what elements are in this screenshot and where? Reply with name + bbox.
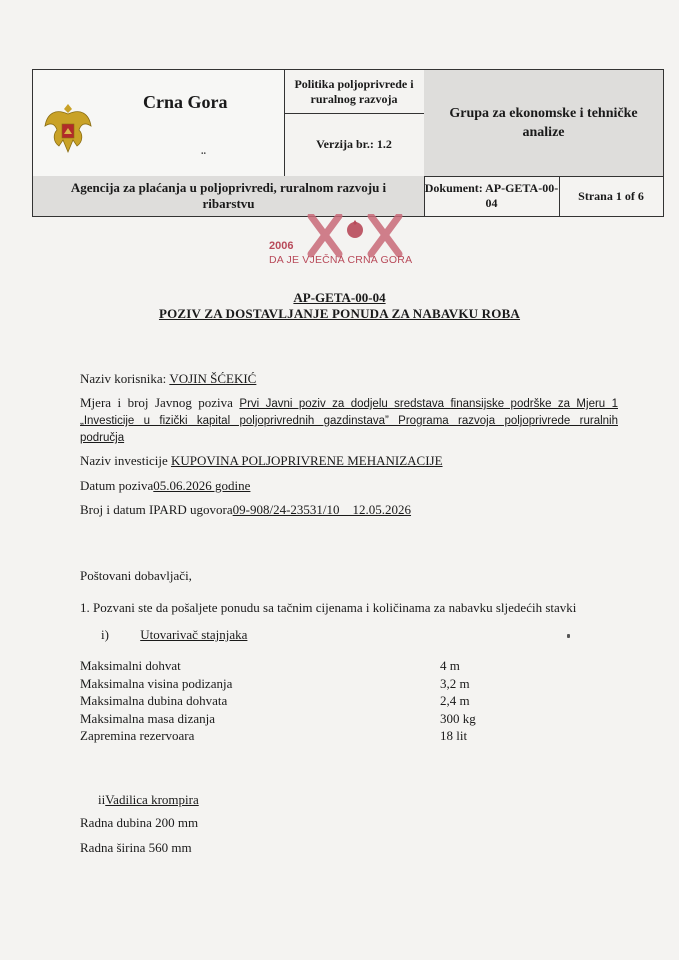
spec-key: Maksimalna masa dizanja xyxy=(80,710,216,726)
contract-line xyxy=(80,502,411,518)
scan-mark: .. xyxy=(201,146,206,157)
version-cell: Verzija br.: 1.2 xyxy=(284,113,425,177)
montenegro-anniversary-logo-icon xyxy=(305,214,405,258)
measure-paragraph xyxy=(80,394,618,447)
item-ii-spec-2 xyxy=(80,840,192,856)
country-name: Crna Gora xyxy=(143,92,228,112)
date-line xyxy=(80,478,250,494)
spec-value: 18 lit xyxy=(440,728,468,743)
investment-label: Naziv investicije xyxy=(80,453,168,468)
measure-value-2: „Investicije u fizički kapital poljoprivrednih gazdinstava” Programa razvoja poljoprivrede ruralnih xyxy=(80,415,618,427)
measure-value-3: područja xyxy=(80,432,125,444)
user-value: VOJIN ŠĆEKIĆ xyxy=(169,371,257,386)
item-ii-name: Vadilica krompira xyxy=(105,792,199,807)
document-heading: POZIV ZA DOSTAVLJANJE PONUDA ZA NABAVKU ROBA xyxy=(158,306,521,321)
spec-value: 200 mm xyxy=(155,815,199,830)
measure-value-1: Prvi Javni poziv za dodjelu sredstava finansijske podrške za Mjeru 1 xyxy=(239,398,618,410)
coat-of-arms-icon xyxy=(43,100,93,156)
spec-key: Radna dubina xyxy=(80,815,152,830)
contract-value: 09-908/24-23531/10 12.05.2026 xyxy=(232,502,412,517)
spec-value: 560 mm xyxy=(148,840,192,855)
item-i-index: i) xyxy=(101,627,109,642)
investment-line xyxy=(80,453,443,469)
spec-row xyxy=(80,675,500,693)
anniversary-logo xyxy=(265,214,445,270)
country-cell xyxy=(33,70,285,177)
spec-key: Zapremina rezervoara xyxy=(80,728,195,743)
date-label: Datum poziva xyxy=(80,478,154,493)
date-value: 05.06.2026 godine xyxy=(153,478,251,493)
page-number-cell: Strana 1 of 6 xyxy=(578,188,644,203)
scan-dot xyxy=(567,634,570,638)
item-ii-heading xyxy=(98,792,199,808)
spec-key: Maksimalna visina podizanja xyxy=(80,675,233,691)
spec-key: Radna širina xyxy=(80,840,146,855)
spec-value: 2,4 m xyxy=(440,693,470,708)
spec-key: Maksimalni dohvat xyxy=(80,658,181,673)
spec-row xyxy=(80,657,500,675)
user-label: Naziv korisnika: xyxy=(80,371,167,386)
spec-value: 3,2 m xyxy=(440,675,470,691)
spec-row xyxy=(80,710,500,728)
item-i-name: Utovarivač stajnjaka xyxy=(140,627,248,642)
spec-value: 4 m xyxy=(440,658,460,673)
item-i-heading xyxy=(101,627,247,643)
logo-year: 2006 xyxy=(269,240,294,252)
document-code-title: AP-GETA-00-04 xyxy=(293,290,386,305)
group-cell: Grupa za ekonomske i tehničke analize xyxy=(424,70,663,177)
agency-cell: Agencija za plaćanja u poljoprivredi, ruralnom razvoju i ribarstvu xyxy=(33,176,425,216)
spec-value: 300 kg xyxy=(440,710,476,726)
logo-motto: DA JE VJEČNA CRNA GORA xyxy=(269,254,413,266)
greeting: Poštovani dobavljači, xyxy=(80,568,192,583)
investment-value: KUPOVINA POLJOPRIVRENE MEHANIZACIJE xyxy=(170,453,443,468)
document-header-table xyxy=(32,69,664,217)
item-1-intro: 1. Pozvani ste da pošaljete ponudu sa tačnim cijenama i količinama za nabavku sljedećih stavki xyxy=(80,600,577,615)
user-line xyxy=(80,371,256,387)
measure-label: Mjera i broj Javnog poziva xyxy=(80,395,233,410)
spec-row xyxy=(80,692,500,710)
item-i-specs xyxy=(80,657,500,745)
contract-label: Broj i datum IPARD ugovora xyxy=(80,502,233,517)
document-code-cell: Dokument: AP-GETA-00-04 xyxy=(424,176,560,216)
measure-line-1 xyxy=(80,394,618,413)
item-ii-spec-1 xyxy=(80,815,198,831)
spec-row xyxy=(80,727,500,745)
policy-cell: Politika poljoprivrede i ruralnog razvoja xyxy=(284,70,425,114)
spec-key: Maksimalna dubina dohvata xyxy=(80,693,228,708)
item-ii-index: ii xyxy=(98,792,106,807)
